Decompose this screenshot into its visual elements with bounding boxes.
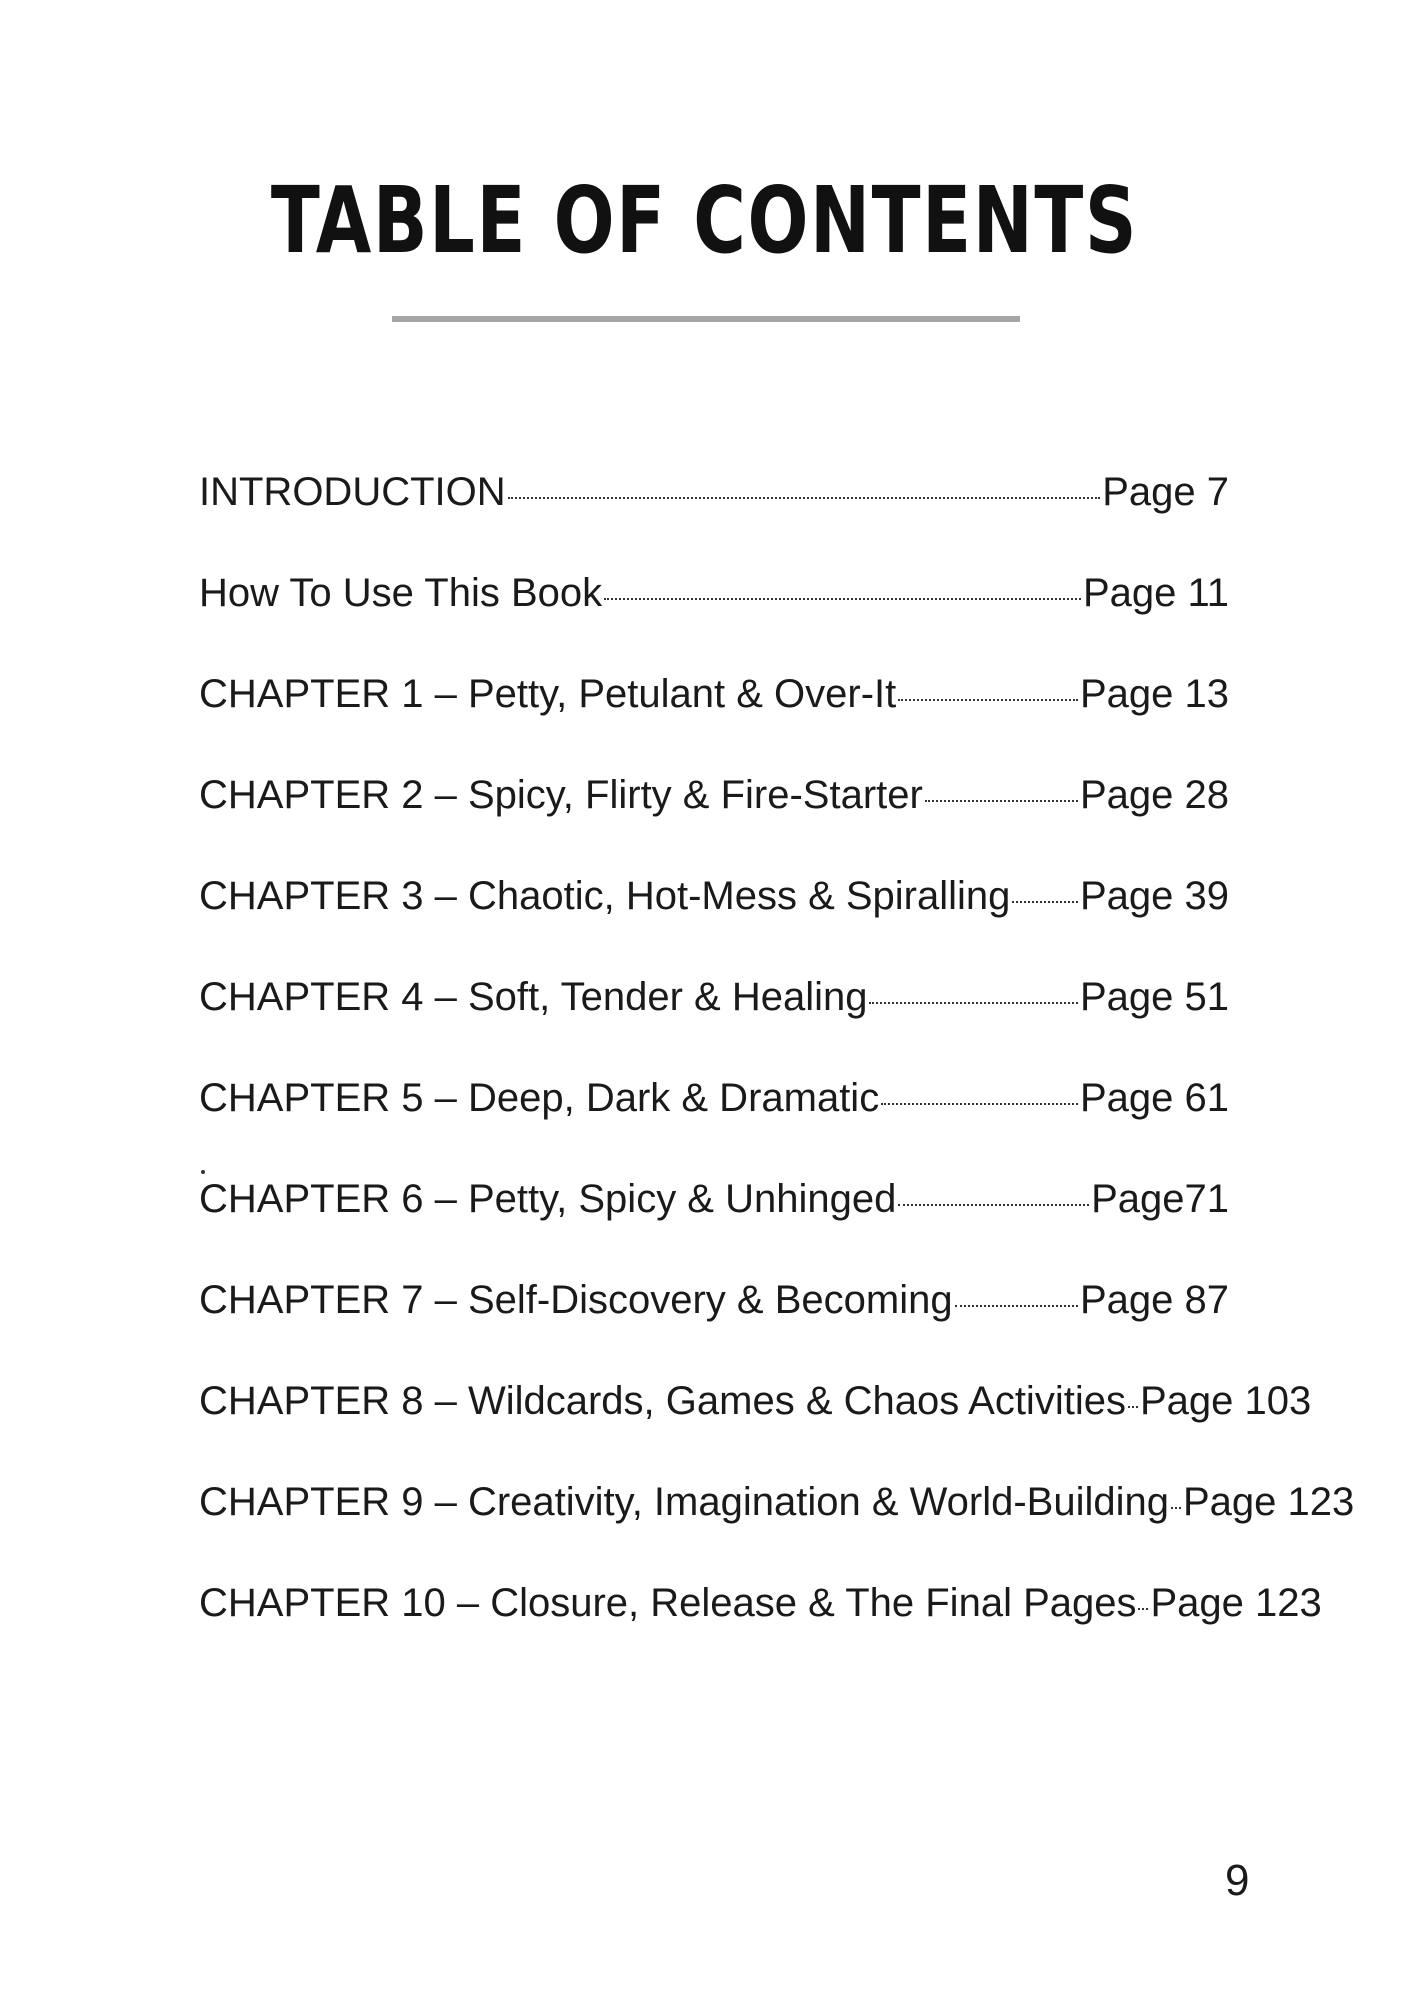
dot-leader <box>604 598 1081 600</box>
title-underline <box>392 316 1020 322</box>
toc-entry-page: Page71 <box>1091 1177 1229 1221</box>
page-number: 9 <box>1225 1856 1250 1905</box>
toc-entry-chapter-1 <box>199 672 1229 773</box>
toc-entry-label: How To Use This Book <box>199 571 603 615</box>
toc-entry-page: Page 87 <box>1079 1278 1229 1322</box>
dot-leader <box>869 1002 1077 1004</box>
dot-leader <box>1128 1406 1138 1408</box>
toc-entry-chapter-6 <box>199 1177 1229 1278</box>
toc-entry-label: CHAPTER 5 – Deep, Dark & Dramatic <box>199 1076 880 1120</box>
dot-leader <box>898 1204 1089 1206</box>
dot-leader <box>1138 1608 1148 1610</box>
page-title: TABLE OF CONTENTS <box>270 167 1139 274</box>
toc-entry-chapter-8 <box>199 1379 1312 1480</box>
dot-leader <box>508 497 1101 499</box>
toc-entry-page: Page 123 <box>1183 1480 1355 1524</box>
toc-entry-page: Page 61 <box>1079 1076 1229 1120</box>
dot-leader <box>881 1103 1078 1105</box>
toc-entry-page: Page 123 <box>1150 1581 1322 1625</box>
toc-entry-introduction <box>199 470 1229 571</box>
toc-entry-label: CHAPTER 2 – Spicy, Flirty & Fire-Starter <box>199 773 923 817</box>
toc-entry-label: CHAPTER 3 – Chaotic, Hot-Mess & Spiralling <box>199 874 1011 918</box>
toc-entry-label: CHAPTER 7 – Self-Discovery & Becoming <box>199 1278 953 1322</box>
toc-entry-chapter-4 <box>199 975 1229 1076</box>
dot-leader <box>925 800 1078 802</box>
toc-entry-label: INTRODUCTION <box>199 470 506 514</box>
toc-entry-page: Page 13 <box>1079 672 1229 716</box>
toc-entry-label: CHAPTER 10 – Closure, Release & The Final Pages <box>199 1581 1137 1625</box>
dot-leader <box>1171 1507 1181 1509</box>
dot-leader <box>955 1305 1078 1307</box>
toc-entry-page: Page 51 <box>1079 975 1229 1019</box>
toc-entry-chapter-2 <box>199 773 1229 874</box>
toc-entry-page: Page 11 <box>1082 571 1229 615</box>
toc-entry-chapter-7 <box>199 1278 1229 1379</box>
toc-entry-label: CHAPTER 4 – Soft, Tender & Healing <box>199 975 868 1019</box>
stray-dot <box>201 1170 205 1174</box>
toc-entry-label: CHAPTER 8 – Wildcards, Games & Chaos Activities <box>199 1379 1126 1423</box>
dot-leader <box>898 699 1078 701</box>
toc-entry-page: Page 28 <box>1079 773 1229 817</box>
toc-entry-page: Page 103 <box>1139 1379 1312 1423</box>
toc-entry-page: Page 7 <box>1102 470 1229 514</box>
dot-leader <box>1012 901 1078 903</box>
toc-entry-page: Page 39 <box>1079 874 1229 918</box>
toc-entry-chapter-3 <box>199 874 1229 975</box>
table-of-contents <box>199 470 1355 1682</box>
toc-entry-label: CHAPTER 1 – Petty, Petulant & Over-It <box>199 672 897 716</box>
toc-entry-label: CHAPTER 6 – Petty, Spicy & Unhinged <box>199 1177 897 1221</box>
toc-entry-how-to-use <box>199 571 1229 672</box>
toc-entry-chapter-5 <box>199 1076 1229 1177</box>
toc-entry-chapter-10 <box>199 1581 1322 1682</box>
toc-entry-label: CHAPTER 9 – Creativity, Imagination & World-Building <box>199 1480 1169 1524</box>
toc-entry-chapter-9 <box>199 1480 1355 1581</box>
